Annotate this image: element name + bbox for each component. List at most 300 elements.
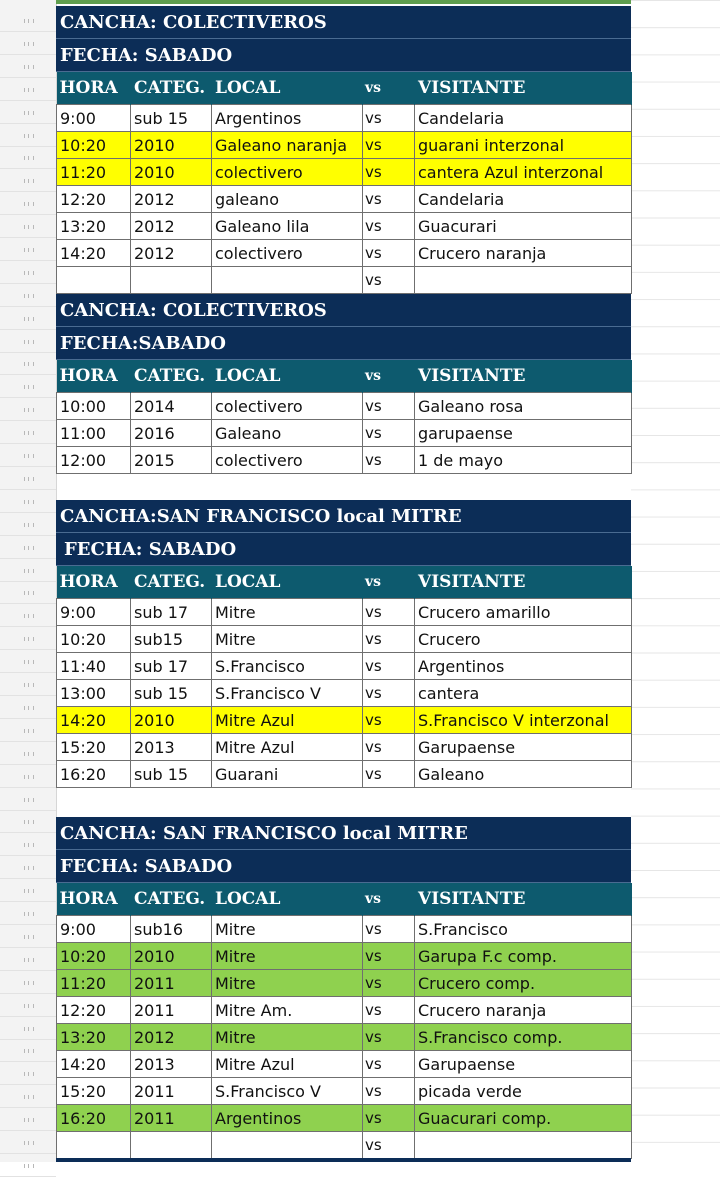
- categ-cell[interactable]: 2012: [131, 1024, 212, 1051]
- categ-cell[interactable]: sub15: [131, 626, 212, 653]
- row-handle-icon: [24, 546, 34, 550]
- visitante-cell[interactable]: cantera Azul interzonal: [415, 159, 632, 186]
- hora-cell[interactable]: 11:40: [57, 653, 131, 680]
- hora-cell[interactable]: 15:20: [57, 734, 131, 761]
- schedule-rows: [57, 916, 632, 1159]
- vs-cell[interactable]: vs: [363, 916, 415, 943]
- row-handle-icon: [24, 317, 34, 321]
- row-handle-icon: [24, 981, 34, 985]
- hora-cell[interactable]: 14:20: [57, 707, 131, 734]
- schedule-rows: [57, 393, 632, 474]
- local-cell[interactable]: Argentinos: [212, 105, 363, 132]
- visitante-cell[interactable]: [415, 267, 632, 294]
- categ-cell[interactable]: 2013: [131, 734, 212, 761]
- header-local: LOCAL: [212, 883, 363, 916]
- row-handle-icon: [24, 340, 34, 344]
- hora-cell[interactable]: 10:00: [57, 393, 131, 420]
- row-handle-icon: [24, 775, 34, 779]
- visitante-cell[interactable]: Crucero amarillo: [415, 599, 632, 626]
- categ-cell[interactable]: 2013: [131, 1051, 212, 1078]
- match-row: [57, 267, 632, 294]
- next-section-edge: [56, 1158, 631, 1162]
- fecha-title: FECHA:SABADO: [56, 327, 631, 360]
- match-row: [57, 1024, 632, 1051]
- gutter-line: [0, 1039, 56, 1040]
- gutter-line: [0, 924, 56, 925]
- gutter-line: [0, 329, 56, 330]
- visitante-cell[interactable]: S.Francisco: [415, 916, 632, 943]
- header-visitante: VISITANTE: [415, 883, 632, 916]
- row-handle-icon: [24, 637, 34, 641]
- cancha-title: CANCHA: COLECTIVEROS: [56, 294, 631, 327]
- categ-cell[interactable]: sub 15: [131, 680, 212, 707]
- header-local: LOCAL: [212, 566, 363, 599]
- vs-cell[interactable]: vs: [363, 970, 415, 997]
- visitante-cell[interactable]: Crucero: [415, 626, 632, 653]
- local-cell[interactable]: S.Francisco: [212, 653, 363, 680]
- row-handle-icon: [24, 1141, 34, 1145]
- gutter-line: [0, 741, 56, 742]
- row-handle-icon: [24, 454, 34, 458]
- hora-cell[interactable]: 16:20: [57, 761, 131, 788]
- gutter-line: [0, 626, 56, 627]
- categ-cell[interactable]: sub 15: [131, 761, 212, 788]
- match-row: [57, 970, 632, 997]
- local-cell[interactable]: Mitre Azul: [212, 1051, 363, 1078]
- local-cell[interactable]: Mitre Azul: [212, 734, 363, 761]
- vs-cell[interactable]: vs: [363, 1024, 415, 1051]
- header-row: [57, 360, 632, 393]
- header-categ: CATEG.: [131, 883, 212, 916]
- schedule-table: [56, 360, 632, 474]
- schedule-table: [56, 72, 632, 294]
- row-handle-icon: [24, 935, 34, 939]
- match-row: [57, 653, 632, 680]
- categ-cell[interactable]: sub 15: [131, 105, 212, 132]
- categ-cell[interactable]: [131, 1132, 212, 1159]
- hora-cell[interactable]: 15:20: [57, 1078, 131, 1105]
- local-cell[interactable]: Mitre: [212, 599, 363, 626]
- header-row: [57, 72, 632, 105]
- gutter-line: [0, 283, 56, 284]
- categ-cell[interactable]: [131, 267, 212, 294]
- row-handle-icon: [24, 843, 34, 847]
- visitante-cell[interactable]: Guacurari: [415, 213, 632, 240]
- fecha-title: FECHA: SABADO: [56, 850, 631, 883]
- vs-cell[interactable]: vs: [363, 240, 415, 267]
- local-cell[interactable]: Mitre Azul: [212, 707, 363, 734]
- fecha-title: FECHA: SABADO: [56, 39, 631, 72]
- gutter-line: [0, 787, 56, 788]
- match-row: [57, 213, 632, 240]
- fecha-title: FECHA: SABADO: [56, 533, 631, 566]
- local-cell[interactable]: Galeano naranja: [212, 132, 363, 159]
- gutter-line: [0, 1061, 56, 1062]
- vs-cell[interactable]: vs: [363, 599, 415, 626]
- match-row: [57, 916, 632, 943]
- vs-cell[interactable]: vs: [363, 761, 415, 788]
- row-handle-icon: [24, 477, 34, 481]
- row-handle-icon: [24, 385, 34, 389]
- match-row: [57, 1132, 632, 1159]
- hora-cell[interactable]: 11:20: [57, 159, 131, 186]
- gutter-line: [0, 352, 56, 353]
- visitante-cell[interactable]: S.Francisco V interzonal: [415, 707, 632, 734]
- hora-cell[interactable]: 16:20: [57, 1105, 131, 1132]
- local-cell[interactable]: galeano: [212, 186, 363, 213]
- vs-cell[interactable]: vs: [363, 393, 415, 420]
- visitante-cell[interactable]: guarani interzonal: [415, 132, 632, 159]
- local-cell[interactable]: [212, 1132, 363, 1159]
- categ-cell[interactable]: 2014: [131, 393, 212, 420]
- hora-cell[interactable]: 14:20: [57, 240, 131, 267]
- header-visitante: VISITANTE: [415, 360, 632, 393]
- row-handle-icon: [24, 1118, 34, 1122]
- vs-cell[interactable]: vs: [363, 186, 415, 213]
- match-row: [57, 132, 632, 159]
- row-handle-icon: [24, 1049, 34, 1053]
- header-row: [57, 883, 632, 916]
- gutter-line: [0, 581, 56, 582]
- gutter-line: [0, 558, 56, 559]
- gutter-line: [0, 306, 56, 307]
- visitante-cell[interactable]: Argentinos: [415, 653, 632, 680]
- row-handle-icon: [24, 156, 34, 160]
- match-row: [57, 240, 632, 267]
- gutter-line: [0, 947, 56, 948]
- vs-cell[interactable]: vs: [363, 680, 415, 707]
- local-cell[interactable]: Mitre: [212, 916, 363, 943]
- categ-cell[interactable]: 2011: [131, 1105, 212, 1132]
- row-handle-icon: [24, 1164, 34, 1168]
- vs-cell[interactable]: vs: [363, 1105, 415, 1132]
- hora-cell[interactable]: [57, 1132, 131, 1159]
- vs-cell[interactable]: vs: [363, 653, 415, 680]
- local-cell[interactable]: Argentinos: [212, 1105, 363, 1132]
- gutter-line: [0, 260, 56, 261]
- match-row: [57, 105, 632, 132]
- categ-cell[interactable]: 2012: [131, 186, 212, 213]
- hora-cell[interactable]: 12:20: [57, 997, 131, 1024]
- hora-cell[interactable]: [57, 267, 131, 294]
- visitante-cell[interactable]: Galeano rosa: [415, 393, 632, 420]
- gutter-line: [0, 374, 56, 375]
- schedule-rows: [57, 105, 632, 294]
- match-row: [57, 599, 632, 626]
- visitante-cell[interactable]: Garupaense: [415, 734, 632, 761]
- row-handle-icon: [24, 683, 34, 687]
- visitante-cell[interactable]: Guacurari comp.: [415, 1105, 632, 1132]
- gutter-line: [0, 855, 56, 856]
- row-handle-icon: [24, 866, 34, 870]
- categ-cell[interactable]: sub 17: [131, 599, 212, 626]
- vs-cell[interactable]: vs: [363, 420, 415, 447]
- gutter-line: [0, 237, 56, 238]
- categ-cell[interactable]: 2012: [131, 213, 212, 240]
- match-row: [57, 447, 632, 474]
- match-row: [57, 707, 632, 734]
- local-cell[interactable]: Galeano lila: [212, 213, 363, 240]
- gutter-line: [0, 764, 56, 765]
- hora-cell[interactable]: 9:00: [57, 105, 131, 132]
- visitante-cell[interactable]: cantera: [415, 680, 632, 707]
- categ-cell[interactable]: 2015: [131, 447, 212, 474]
- header-hora: HORA: [57, 360, 131, 393]
- visitante-cell[interactable]: [415, 1132, 632, 1159]
- vs-cell[interactable]: vs: [363, 1051, 415, 1078]
- gutter-line: [0, 832, 56, 833]
- row-handle-icon: [24, 134, 34, 138]
- row-handle-icon: [24, 19, 34, 23]
- match-row: [57, 1078, 632, 1105]
- categ-cell[interactable]: 2011: [131, 1078, 212, 1105]
- visitante-cell[interactable]: garupaense: [415, 420, 632, 447]
- categ-cell[interactable]: 2011: [131, 970, 212, 997]
- row-handle-icon: [24, 408, 34, 412]
- local-cell[interactable]: Mitre: [212, 943, 363, 970]
- vs-cell[interactable]: vs: [363, 943, 415, 970]
- header-hora: HORA: [57, 72, 131, 105]
- schedule-section-4: [56, 817, 631, 1159]
- row-handle-icon: [24, 591, 34, 595]
- schedule-rows: [57, 599, 632, 788]
- gutter-line: [0, 214, 56, 215]
- row-handle-icon: [24, 202, 34, 206]
- local-cell[interactable]: S.Francisco V: [212, 680, 363, 707]
- schedule-table: [56, 883, 632, 1159]
- vs-cell[interactable]: vs: [363, 132, 415, 159]
- match-row: [57, 997, 632, 1024]
- gutter-line: [0, 718, 56, 719]
- header-vs: vs: [363, 883, 415, 916]
- header-hora: HORA: [57, 883, 131, 916]
- header-row: [57, 566, 632, 599]
- hora-cell[interactable]: 11:20: [57, 970, 131, 997]
- hora-cell[interactable]: 9:00: [57, 599, 131, 626]
- visitante-cell[interactable]: Crucero naranja: [415, 240, 632, 267]
- sheet-grid-background: [631, 0, 720, 1162]
- row-handle-icon: [24, 111, 34, 115]
- row-handle-icon: [24, 912, 34, 916]
- hora-cell[interactable]: 11:00: [57, 420, 131, 447]
- gutter-line: [0, 810, 56, 811]
- gutter-line: [0, 649, 56, 650]
- gutter-line: [0, 420, 56, 421]
- hora-cell[interactable]: 13:00: [57, 680, 131, 707]
- gutter-line: [0, 397, 56, 398]
- vs-cell[interactable]: vs: [363, 1132, 415, 1159]
- row-handle-icon: [24, 958, 34, 962]
- row-number-gutter: [0, 0, 57, 1162]
- visitante-cell[interactable]: Crucero comp.: [415, 970, 632, 997]
- categ-cell[interactable]: 2010: [131, 707, 212, 734]
- match-row: [57, 393, 632, 420]
- gutter-line: [0, 1130, 56, 1131]
- row-handle-icon: [24, 1004, 34, 1008]
- gutter-line: [0, 31, 56, 32]
- gutter-line: [0, 1016, 56, 1017]
- row-handle-icon: [24, 294, 34, 298]
- row-handle-icon: [24, 569, 34, 573]
- gutter-line: [0, 489, 56, 490]
- row-handle-icon: [24, 1095, 34, 1099]
- visitante-cell[interactable]: Garupaense: [415, 1051, 632, 1078]
- gutter-line: [0, 672, 56, 673]
- row-handle-icon: [24, 660, 34, 664]
- top-edge-bar: [56, 0, 631, 4]
- categ-cell[interactable]: 2012: [131, 240, 212, 267]
- local-cell[interactable]: S.Francisco V: [212, 1078, 363, 1105]
- gutter-line: [0, 191, 56, 192]
- row-handle-icon: [24, 248, 34, 252]
- header-categ: CATEG.: [131, 72, 212, 105]
- gutter-line: [0, 123, 56, 124]
- local-cell[interactable]: Mitre Am.: [212, 997, 363, 1024]
- categ-cell[interactable]: sub 17: [131, 653, 212, 680]
- row-handle-icon: [24, 706, 34, 710]
- row-handle-icon: [24, 820, 34, 824]
- hora-cell[interactable]: 13:20: [57, 213, 131, 240]
- gutter-line: [0, 993, 56, 994]
- gutter-line: [0, 466, 56, 467]
- row-handle-icon: [24, 431, 34, 435]
- header-vs: vs: [363, 360, 415, 393]
- row-handle-icon: [24, 42, 34, 46]
- match-row: [57, 1105, 632, 1132]
- hora-cell[interactable]: 10:20: [57, 943, 131, 970]
- local-cell[interactable]: Mitre: [212, 970, 363, 997]
- vs-cell[interactable]: vs: [363, 159, 415, 186]
- visitante-cell[interactable]: Galeano: [415, 761, 632, 788]
- schedule-table: [56, 566, 632, 788]
- schedule-section-2: [56, 294, 631, 474]
- schedule-section-3: [56, 500, 631, 788]
- visitante-cell[interactable]: Candelaria: [415, 105, 632, 132]
- header-vs: vs: [363, 72, 415, 105]
- header-categ: CATEG.: [131, 566, 212, 599]
- cancha-title: CANCHA:SAN FRANCISCO local MITRE: [56, 500, 631, 533]
- gutter-line: [0, 1084, 56, 1085]
- vs-cell[interactable]: vs: [363, 267, 415, 294]
- match-row: [57, 761, 632, 788]
- row-handle-icon: [24, 88, 34, 92]
- vs-cell[interactable]: vs: [363, 707, 415, 734]
- local-cell[interactable]: [212, 267, 363, 294]
- gutter-line: [0, 901, 56, 902]
- row-handle-icon: [24, 729, 34, 733]
- header-local: LOCAL: [212, 72, 363, 105]
- local-cell[interactable]: Guarani: [212, 761, 363, 788]
- gutter-line: [0, 535, 56, 536]
- match-row: [57, 626, 632, 653]
- gutter-line: [0, 512, 56, 513]
- hora-cell[interactable]: 10:20: [57, 132, 131, 159]
- row-handle-icon: [24, 179, 34, 183]
- gutter-line: [0, 878, 56, 879]
- hora-cell[interactable]: 14:20: [57, 1051, 131, 1078]
- gutter-line: [0, 443, 56, 444]
- row-handle-icon: [24, 500, 34, 504]
- vs-cell[interactable]: vs: [363, 213, 415, 240]
- gutter-line: [0, 54, 56, 55]
- match-row: [57, 186, 632, 213]
- visitante-cell[interactable]: Garupa F.c comp.: [415, 943, 632, 970]
- local-cell[interactable]: colectivero: [212, 240, 363, 267]
- row-handle-icon: [24, 271, 34, 275]
- hora-cell[interactable]: 9:00: [57, 916, 131, 943]
- gutter-line: [0, 1107, 56, 1108]
- hora-cell[interactable]: 10:20: [57, 626, 131, 653]
- match-row: [57, 159, 632, 186]
- vs-cell[interactable]: vs: [363, 734, 415, 761]
- vs-cell[interactable]: vs: [363, 1078, 415, 1105]
- match-row: [57, 943, 632, 970]
- match-row: [57, 680, 632, 707]
- header-visitante: VISITANTE: [415, 72, 632, 105]
- row-handle-icon: [24, 225, 34, 229]
- categ-cell[interactable]: sub16: [131, 916, 212, 943]
- row-handle-icon: [24, 752, 34, 756]
- visitante-cell[interactable]: S.Francisco comp.: [415, 1024, 632, 1051]
- match-row: [57, 420, 632, 447]
- gutter-line: [0, 146, 56, 147]
- local-cell[interactable]: colectivero: [212, 447, 363, 474]
- gutter-line: [0, 603, 56, 604]
- visitante-cell[interactable]: Candelaria: [415, 186, 632, 213]
- hora-cell[interactable]: 12:20: [57, 186, 131, 213]
- row-handle-icon: [24, 614, 34, 618]
- categ-cell[interactable]: 2010: [131, 132, 212, 159]
- schedule-section-1: [56, 6, 631, 294]
- row-handle-icon: [24, 798, 34, 802]
- local-cell[interactable]: colectivero: [212, 159, 363, 186]
- row-handle-icon: [24, 523, 34, 527]
- header-categ: CATEG.: [131, 360, 212, 393]
- cancha-title: CANCHA: COLECTIVEROS: [56, 6, 631, 39]
- header-visitante: VISITANTE: [415, 566, 632, 599]
- local-cell[interactable]: Galeano: [212, 420, 363, 447]
- row-handle-icon: [24, 1072, 34, 1076]
- visitante-cell[interactable]: 1 de mayo: [415, 447, 632, 474]
- gutter-line: [0, 970, 56, 971]
- gutter-line: [0, 1153, 56, 1154]
- row-handle-icon: [24, 1027, 34, 1031]
- vs-cell[interactable]: vs: [363, 626, 415, 653]
- vs-cell[interactable]: vs: [363, 997, 415, 1024]
- local-cell[interactable]: colectivero: [212, 393, 363, 420]
- row-handle-icon: [24, 65, 34, 69]
- local-cell[interactable]: Mitre: [212, 626, 363, 653]
- categ-cell[interactable]: 2010: [131, 943, 212, 970]
- categ-cell[interactable]: 2011: [131, 997, 212, 1024]
- categ-cell[interactable]: 2010: [131, 159, 212, 186]
- row-handle-icon: [24, 889, 34, 893]
- vs-cell[interactable]: vs: [363, 105, 415, 132]
- visitante-cell[interactable]: Crucero naranja: [415, 997, 632, 1024]
- visitante-cell[interactable]: picada verde: [415, 1078, 632, 1105]
- hora-cell[interactable]: 12:00: [57, 447, 131, 474]
- match-row: [57, 1051, 632, 1078]
- gutter-line: [0, 168, 56, 169]
- hora-cell[interactable]: 13:20: [57, 1024, 131, 1051]
- local-cell[interactable]: Mitre: [212, 1024, 363, 1051]
- row-handle-icon: [24, 362, 34, 366]
- gutter-line: [0, 77, 56, 78]
- header-local: LOCAL: [212, 360, 363, 393]
- vs-cell[interactable]: vs: [363, 447, 415, 474]
- match-row: [57, 734, 632, 761]
- categ-cell[interactable]: 2016: [131, 420, 212, 447]
